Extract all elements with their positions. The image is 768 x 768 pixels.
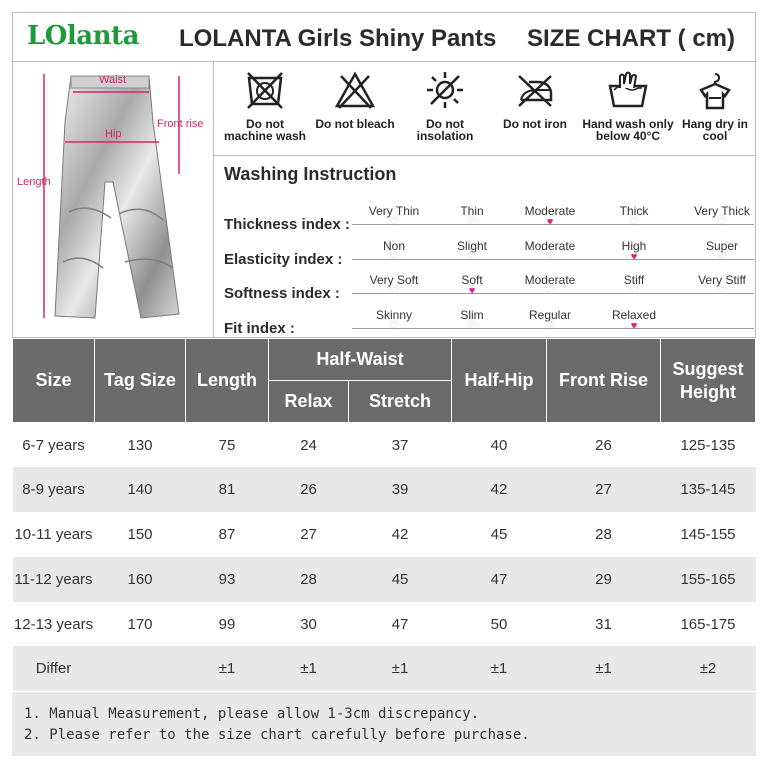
- care-no-iron: [490, 68, 580, 130]
- product-title: LOLANTA Girls Shiny Pants: [179, 25, 497, 52]
- heart-icon: ♡: [717, 285, 727, 298]
- index-row: [214, 239, 756, 269]
- index-option: Moderate: [524, 204, 576, 218]
- table-cell: 42: [452, 467, 547, 512]
- table-cell: 27: [547, 467, 661, 512]
- table-cell: ±1: [349, 646, 452, 691]
- care-label: Do not insolation: [416, 117, 474, 143]
- heart-selected-icon: ♥: [546, 216, 554, 228]
- care-no-bleach: [310, 68, 400, 130]
- table-row: [13, 557, 756, 602]
- table-cell: 47: [452, 557, 547, 602]
- table-cell: [95, 646, 186, 691]
- brand-logo: LOlanta: [27, 21, 139, 51]
- table-cell: 11-12 years: [13, 557, 95, 602]
- table-row: [13, 423, 756, 468]
- index-option: Stiff: [623, 273, 645, 288]
- index-option: Relaxed: [611, 307, 657, 322]
- length-label: Length: [17, 176, 51, 188]
- care-no-insolation: [400, 68, 490, 142]
- note-1: 1. Manual Measurement, please allow 1-3cm discrepancy.: [24, 706, 480, 722]
- table-cell: 37: [391, 436, 409, 454]
- table-cell: 165-175: [680, 615, 736, 633]
- heart-icon: ♡: [467, 250, 477, 263]
- table-row: [13, 602, 756, 647]
- index-option: Soft: [461, 273, 483, 288]
- table-cell: 130: [127, 436, 153, 454]
- index-option: Skinny: [375, 307, 413, 322]
- waist-label: Waist: [99, 74, 127, 86]
- table-cell: 24: [300, 436, 317, 454]
- table-cell: 75: [218, 436, 236, 454]
- heart-icon: ♡: [389, 319, 399, 332]
- washing-instruction-panel: [214, 156, 756, 338]
- product-image-panel: [12, 62, 214, 338]
- size-table: [12, 338, 756, 691]
- notes: [12, 692, 756, 756]
- index-option: Very Stiff: [698, 273, 746, 288]
- heart-icon: ♡: [389, 250, 399, 263]
- table-cell: ±1: [547, 646, 661, 691]
- table-cell: 39: [349, 467, 452, 512]
- index-option: Non: [382, 238, 405, 253]
- care-icons: [214, 62, 756, 156]
- heart-icon: ♡: [467, 216, 477, 228]
- table-cell: 145-155: [680, 525, 736, 543]
- index-option: Super: [705, 238, 739, 253]
- table-row: [13, 467, 756, 512]
- table-cell: 160: [95, 557, 186, 602]
- heart-icon: ♡: [389, 216, 399, 228]
- table-cell: 81: [186, 467, 269, 512]
- index-option: Slim: [460, 307, 484, 322]
- table-cell: ±1: [186, 646, 269, 691]
- header-relax: Relax: [269, 381, 349, 423]
- no-iron-icon: [515, 70, 555, 110]
- header-tag-size: Tag Size: [95, 339, 186, 423]
- no-bleach-icon: [335, 70, 375, 110]
- header-stretch: Stretch: [349, 381, 452, 423]
- index-option: Very Thin: [368, 204, 420, 218]
- index-name: Elasticity index :: [224, 250, 343, 268]
- chart-title: SIZE CHART ( cm): [527, 25, 736, 52]
- care-label: Do not iron: [503, 117, 567, 131]
- table-cell: 29: [547, 557, 661, 602]
- table-row: [13, 646, 756, 691]
- index-option: Thin: [460, 204, 484, 218]
- table-cell: 50: [490, 615, 508, 633]
- index-option: High: [621, 238, 647, 253]
- no-machine-wash-icon: [245, 70, 285, 110]
- header-size: Size: [13, 339, 95, 423]
- no-insolation-icon: [425, 70, 465, 110]
- table-cell: 47: [391, 615, 409, 633]
- heart-icon: ♡: [545, 250, 555, 263]
- table-cell: 150: [127, 525, 153, 543]
- table-cell: 155-165: [661, 557, 756, 602]
- table-cell: 30: [300, 615, 317, 633]
- care-label: Hang dry in cool: [681, 117, 748, 143]
- table-cell: 6-7 years: [22, 436, 85, 454]
- header-suggest-height: Suggest Height: [661, 339, 756, 423]
- index-option: Moderate: [524, 273, 576, 288]
- index-option: Regular: [528, 307, 572, 322]
- heart-icon: ♡: [717, 216, 727, 228]
- care-label: Do not machine wash: [223, 117, 307, 143]
- table-cell: 26: [269, 467, 349, 512]
- size-chart: [12, 12, 756, 756]
- table-cell: ±2: [661, 646, 756, 691]
- index-row: [214, 273, 756, 303]
- index-option: Slight: [456, 238, 488, 253]
- index-row: [214, 204, 756, 234]
- index-option: Moderate: [524, 238, 576, 253]
- hang-dry-icon: [695, 70, 735, 110]
- note-2: 2. Please refer to the size chart carefully before purchase.: [24, 727, 530, 743]
- table-cell: 170: [127, 615, 153, 633]
- heart-icon: ♡: [629, 285, 639, 298]
- heart-selected-icon: ♥: [630, 250, 638, 263]
- heart-icon: ♡: [467, 319, 477, 332]
- table-cell: 93: [186, 557, 269, 602]
- table-cell: 28: [595, 525, 612, 543]
- heart-selected-icon: ♥: [468, 285, 476, 298]
- table-row: [13, 512, 756, 557]
- table-cell: 12-13 years: [13, 615, 94, 633]
- header: [12, 12, 756, 62]
- care-hand-wash: [574, 68, 682, 142]
- hip-label: Hip: [105, 128, 122, 140]
- header-length: Length: [186, 339, 269, 423]
- table-cell: ±1: [269, 646, 349, 691]
- table-cell: 135-145: [661, 467, 756, 512]
- heart-icon: ♡: [629, 216, 639, 228]
- table-cell: ±1: [452, 646, 547, 691]
- table-cell: 45: [490, 525, 508, 543]
- table-cell: 140: [95, 467, 186, 512]
- header-front-rise: Front Rise: [547, 339, 661, 423]
- heart-icon: ♡: [545, 285, 555, 298]
- front-rise-label: Front rise: [157, 118, 204, 130]
- index-name: Softness index :: [224, 285, 340, 303]
- table-cell: 87: [218, 525, 236, 543]
- index-name: Thickness index :: [224, 216, 350, 233]
- pants-image: [13, 62, 215, 338]
- care-hang-dry: [670, 68, 760, 142]
- washing-title: Washing Instruction: [224, 164, 397, 184]
- index-option: Thick: [619, 204, 649, 218]
- heart-icon: ♡: [717, 250, 727, 263]
- table-cell: 28: [269, 557, 349, 602]
- index-option: Very Soft: [369, 273, 419, 288]
- hand-wash-icon: [606, 70, 650, 110]
- table-cell: 26: [595, 436, 612, 454]
- table-cell: Differ: [13, 646, 95, 691]
- table-cell: 27: [300, 525, 317, 543]
- heart-selected-icon: ♥: [630, 319, 638, 332]
- table-cell: 10-11 years: [14, 525, 93, 543]
- table-cell: 42: [391, 525, 409, 543]
- index-name: Fit index :: [224, 319, 295, 337]
- table-cell: 40: [490, 436, 508, 454]
- header-half-waist: Half-Waist: [269, 339, 452, 381]
- heart-icon: ♡: [389, 285, 399, 298]
- header-half-hip: Half-Hip: [452, 339, 547, 423]
- index-row: [214, 308, 756, 338]
- table-cell: 99: [218, 615, 236, 633]
- care-label: Do not bleach: [315, 117, 395, 131]
- table-cell: 45: [349, 557, 452, 602]
- care-no-machine-wash: [220, 68, 310, 142]
- table-cell: 8-9 years: [13, 467, 95, 512]
- index-option: Very Thick: [694, 204, 750, 218]
- care-label: Hand wash only below 40°C: [582, 117, 674, 143]
- table-cell: 125-135: [680, 436, 736, 454]
- table-cell: 31: [595, 615, 612, 633]
- heart-icon: ♡: [545, 319, 555, 332]
